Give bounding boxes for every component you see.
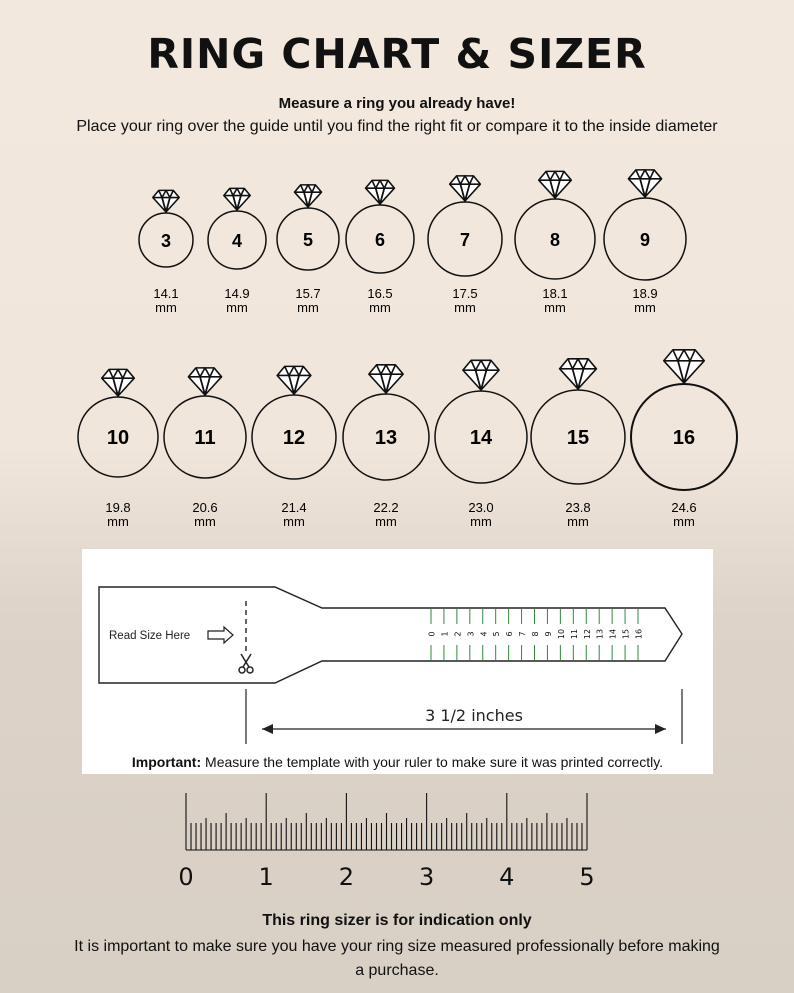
ring-size-number: 13 — [374, 427, 398, 449]
ruler-label-2: 2 — [338, 863, 355, 891]
scale-number: 10 — [556, 628, 566, 640]
scale-number: 11 — [569, 628, 579, 640]
scale-number: 7 — [518, 631, 528, 637]
ring-size-12 — [252, 366, 336, 529]
diamond-icon — [102, 369, 134, 396]
ring-size-number: 15 — [566, 427, 590, 449]
ring-diameter: 17.5 — [452, 286, 478, 301]
sizer-strip-drawing — [82, 549, 713, 749]
ring-size-number: 16 — [672, 427, 696, 449]
ring-size-5 — [277, 185, 339, 315]
ring-diameter-unit: mm — [107, 514, 129, 529]
ring-size-16 — [631, 350, 737, 529]
ring-diameter: 24.6 — [671, 500, 697, 515]
scale-number: 1 — [440, 631, 450, 637]
ring-diameter: 23.0 — [468, 500, 494, 515]
diamond-icon — [295, 185, 322, 207]
ring-size-11 — [164, 368, 246, 529]
ring-diameter-unit: mm — [454, 300, 476, 315]
diamond-icon — [188, 368, 221, 395]
diamond-icon — [664, 350, 704, 383]
diamond-icon — [153, 190, 179, 212]
ring-diameter-unit: mm — [375, 514, 397, 529]
ring-diameter-unit: mm — [283, 514, 305, 529]
diamond-icon — [224, 188, 250, 210]
diamond-icon — [463, 360, 499, 390]
important-text: Measure the template with your ruler to make sure it was printed correctly. — [205, 754, 664, 770]
diamond-icon — [628, 170, 661, 197]
diamond-icon — [366, 180, 395, 204]
scale-number: 9 — [543, 631, 553, 637]
disclaimer-text: It is important to make sure you have your ring size measured professionally before making a purchase. — [74, 938, 720, 979]
read-size-label: Read Size Here — [109, 630, 191, 642]
scale-number: 12 — [582, 628, 592, 640]
ring-size-number: 4 — [231, 231, 243, 251]
ring-size-number: 3 — [160, 231, 172, 251]
ring-sizer-template — [82, 549, 713, 774]
diamond-icon — [277, 366, 311, 394]
ring-diameter: 14.9 — [224, 286, 250, 301]
ring-diameter-unit: mm — [544, 300, 566, 315]
scale-number: 6 — [505, 631, 515, 637]
important-label: Important: — [131, 754, 202, 770]
ring-size-number: 6 — [374, 230, 386, 250]
ring-diameter: 16.5 — [367, 286, 393, 301]
ring-size-number: 12 — [282, 427, 306, 449]
ring-size-3 — [139, 190, 193, 315]
diamond-icon — [450, 176, 481, 201]
scale-number: 3 — [466, 631, 476, 637]
dimension-arrowhead-right — [655, 724, 666, 734]
scale-number: 8 — [531, 631, 540, 637]
ring-size-7 — [428, 176, 502, 315]
ruler-label-5: 5 — [579, 863, 595, 891]
ring-diameter-unit: mm — [470, 514, 492, 529]
ring-diameter: 20.6 — [192, 500, 218, 515]
diamond-icon — [560, 359, 597, 389]
ruler-label-1: 1 — [258, 863, 274, 891]
ring-diameter-unit: mm — [226, 300, 248, 315]
scale-number: 4 — [479, 631, 489, 637]
ruler-label-0: 0 — [178, 863, 194, 891]
ring-diameter: 14.1 — [153, 286, 179, 301]
important-note — [82, 754, 713, 770]
ring-size-4 — [208, 188, 266, 315]
scale-number: 15 — [621, 628, 631, 640]
ring-size-8 — [515, 171, 595, 315]
ruler-label-4: 4 — [499, 863, 515, 891]
ring-diameter-unit: mm — [634, 300, 656, 315]
scale-number: 5 — [492, 631, 502, 637]
ring-size-14 — [435, 360, 527, 529]
ring-size-number: 7 — [459, 230, 471, 250]
ring-diameter: 15.7 — [295, 286, 321, 301]
length-label: 3 1/2 inches — [425, 706, 523, 725]
ring-diameter: 18.1 — [542, 286, 568, 301]
scale-number: 0 — [427, 631, 437, 637]
ruler-label-3: 3 — [418, 863, 435, 891]
ring-diameter-unit: mm — [297, 300, 319, 315]
ring-diameter: 18.9 — [632, 286, 658, 301]
diamond-icon — [369, 365, 403, 393]
ring-diameter-unit: mm — [155, 300, 177, 315]
intro-text: Place your ring over the guide until you find the right fit or compare it to the inside diameter — [76, 118, 718, 135]
scale-number: 13 — [595, 628, 605, 640]
ring-size-number: 5 — [302, 230, 314, 250]
ring-diameter: 19.8 — [105, 500, 131, 515]
ring-diameter-unit: mm — [369, 300, 391, 315]
disclaimer-title: This ring sizer is for indication only — [262, 912, 532, 929]
ring-size-number: 14 — [469, 427, 493, 449]
ring-diameter: 21.4 — [281, 500, 307, 515]
scale-number: 16 — [634, 628, 644, 640]
subheading: Measure a ring you already have! — [278, 95, 516, 112]
scale-number: 2 — [453, 631, 463, 637]
scale-number: 14 — [608, 628, 618, 640]
ring-size-13 — [343, 365, 429, 529]
ring-size-10 — [78, 369, 158, 529]
ring-size-9 — [604, 170, 686, 315]
dimension-arrowhead-left — [262, 724, 273, 734]
ring-diameter-unit: mm — [673, 514, 695, 529]
ring-diameter-unit: mm — [194, 514, 216, 529]
ring-size-number: 8 — [549, 230, 561, 250]
ring-size-6 — [346, 180, 414, 315]
ring-size-number: 9 — [639, 230, 651, 250]
ring-diameter: 23.8 — [565, 500, 591, 515]
ring-size-number: 10 — [106, 427, 130, 449]
ring-size-number: 11 — [194, 427, 216, 449]
ring-diameter: 22.2 — [373, 500, 399, 515]
diamond-icon — [539, 171, 571, 198]
ring-diameter-unit: mm — [567, 514, 589, 529]
ring-size-15 — [531, 359, 625, 529]
page-title: RING CHART & SIZER — [147, 30, 647, 78]
